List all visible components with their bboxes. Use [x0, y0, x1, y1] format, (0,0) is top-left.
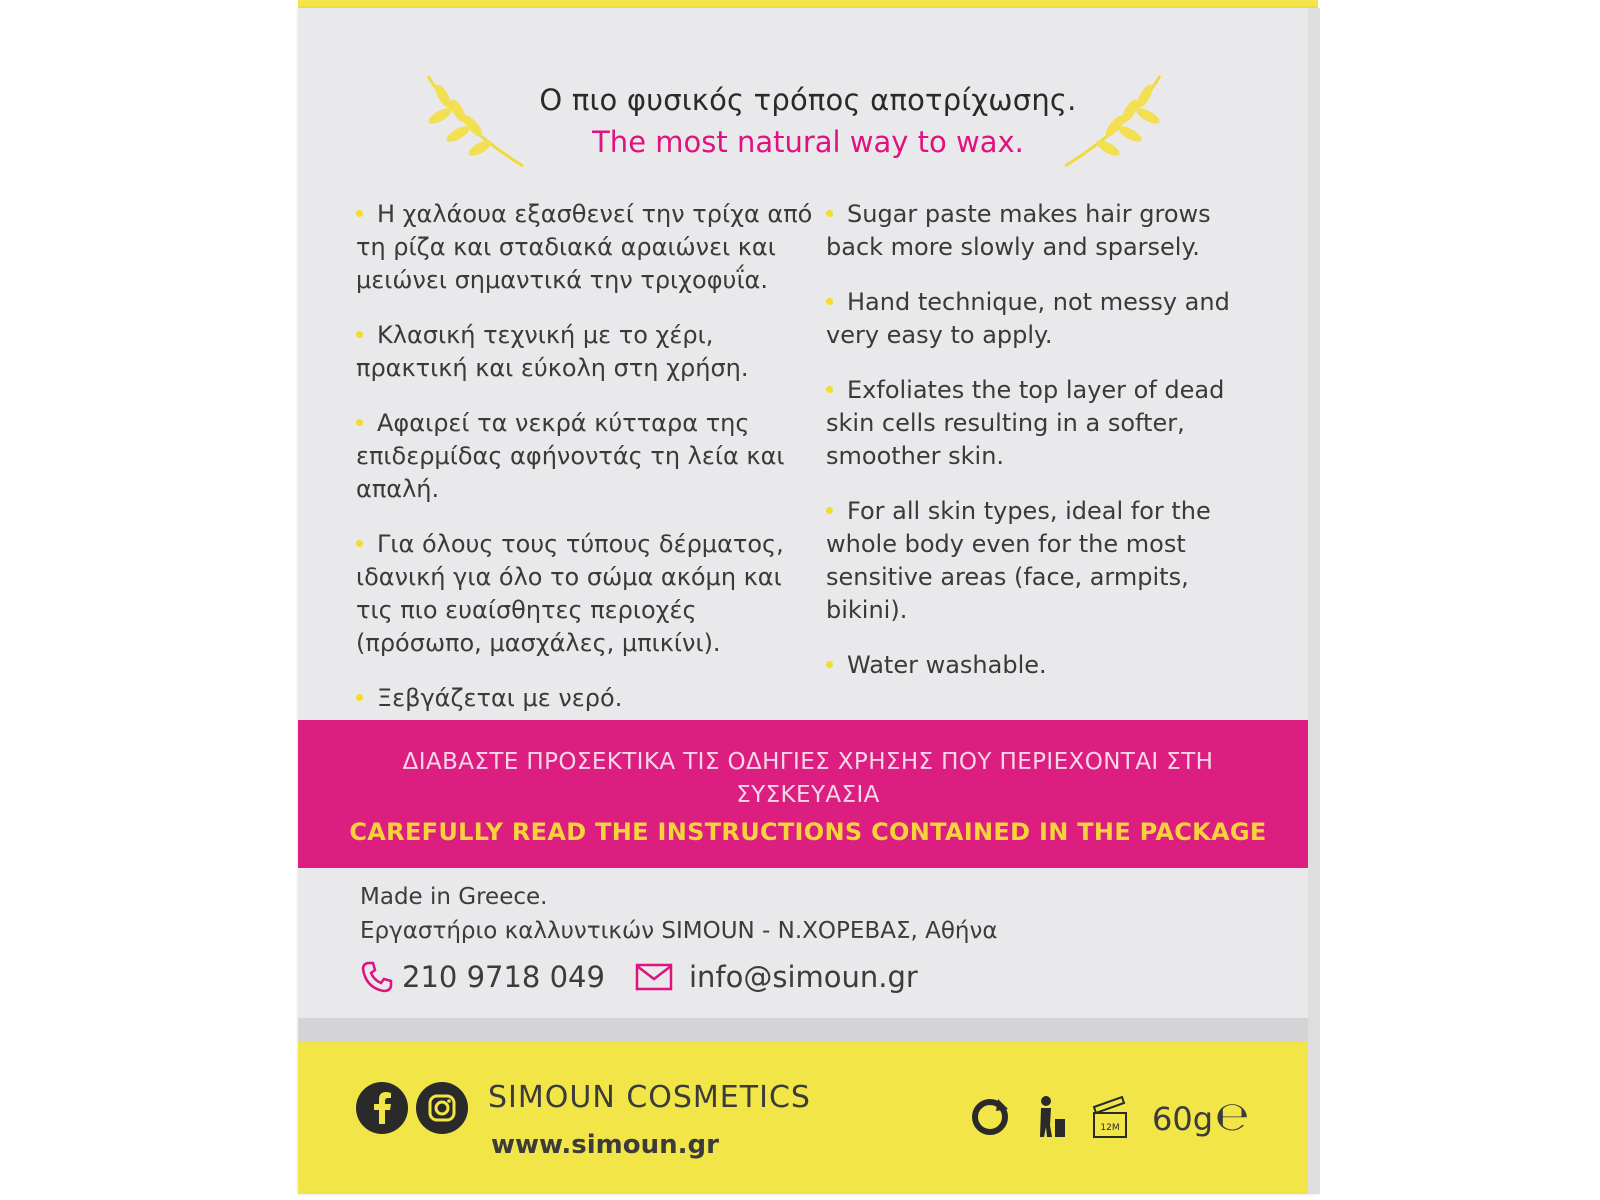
benefits-greek [356, 198, 816, 737]
email-address: info@simoun.gr [688, 960, 918, 994]
warning-greek: ΔΙΑΒΑΣΤΕ ΠΡΟΣΕΚΤΙΚΑ ΤΙΣ ΟΔΗΓΙΕΣ ΧΡΗΣΗΣ ΠΟΥ ΠΕΡΙΕΧΟΝΤΑΙ ΣΤΗ ΣΥΣΚΕΥΑΣΙΑ [402, 749, 1214, 808]
svg-text:12M: 12M [1100, 1123, 1120, 1133]
list-item: Water washable. [826, 649, 1271, 682]
footer-band [298, 1042, 1318, 1194]
tidyman-icon [1034, 1095, 1068, 1139]
manufacturer-info [360, 880, 998, 994]
instructions-warning-band [298, 720, 1318, 868]
origin-text: Made in Greece. [360, 884, 548, 910]
instagram-icon [416, 1082, 468, 1134]
warning-english: CAREFULLY READ THE INSTRUCTIONS CONTAINED IN THE PACKAGE [349, 818, 1267, 846]
list-item: Hand technique, not messy and very easy to apply. [826, 288, 1230, 349]
list-item: For all skin types, ideal for the whole body even for the most sensitive areas (face, armpits, bikini). [826, 497, 1211, 624]
estimated-sign: ℮ [1215, 1094, 1250, 1140]
list-item: Ξεβγάζεται με νερό. [356, 682, 816, 715]
lab-text: Εργαστήριο καλλυντικών SIMOUN - Ν.ΧΟΡΕΒΑΣ, Αθήνα [360, 918, 998, 944]
social-icons [356, 1082, 468, 1134]
phone-number: 210 9718 049 [402, 960, 605, 994]
slogan [298, 83, 1318, 159]
grey-divider [298, 1018, 1318, 1042]
recycle-icon [968, 1095, 1012, 1139]
list-item: Κλασική τεχνική με το χέρι, πρακτική και εύκολη στη χρήση. [356, 321, 749, 382]
facebook-icon [356, 1082, 408, 1134]
mail-icon [635, 962, 673, 992]
slogan-greek: Ο πιο φυσικός τρόπος αποτρίχωσης. [539, 83, 1077, 117]
benefits-english [826, 198, 1271, 704]
list-item: Η χαλάουα εξασθενεί την τρίχα από τη ρίζα και σταδιακά αραιώνει και μειώνει σημαντικά την τριχοφυΐα. [356, 200, 813, 294]
net-weight: 60g ℮ [1152, 1094, 1250, 1140]
brand-name: SIMOUN COSMETICS [488, 1080, 811, 1115]
website: www.simoun.gr [491, 1130, 719, 1160]
packaging-symbols [968, 1094, 1249, 1140]
list-item: Exfoliates the top layer of dead skin cells resulting in a softer, smoother skin. [826, 376, 1225, 470]
list-item: Sugar paste makes hair grows back more slowly and sparsely. [826, 200, 1211, 261]
package-back-panel [298, 8, 1318, 1194]
list-item: Αφαιρεί τα νεκρά κύτταρα της επιδερμίδας αφήνοντάς τη λεία και απαλή. [356, 409, 785, 503]
phone-icon [360, 960, 394, 994]
contact-row [360, 960, 998, 994]
pao-jar-icon [1090, 1095, 1130, 1139]
list-item: Για όλους τους τύπους δέρματος, ιδανική για όλο το σώμα ακόμη και τις πιο ευαίσθητες περιοχές (πρόσωπο, μασχάλες, μπικίνι). [356, 530, 784, 657]
slogan-english: The most natural way to wax. [592, 125, 1024, 159]
box-side-edge [1308, 8, 1320, 1194]
